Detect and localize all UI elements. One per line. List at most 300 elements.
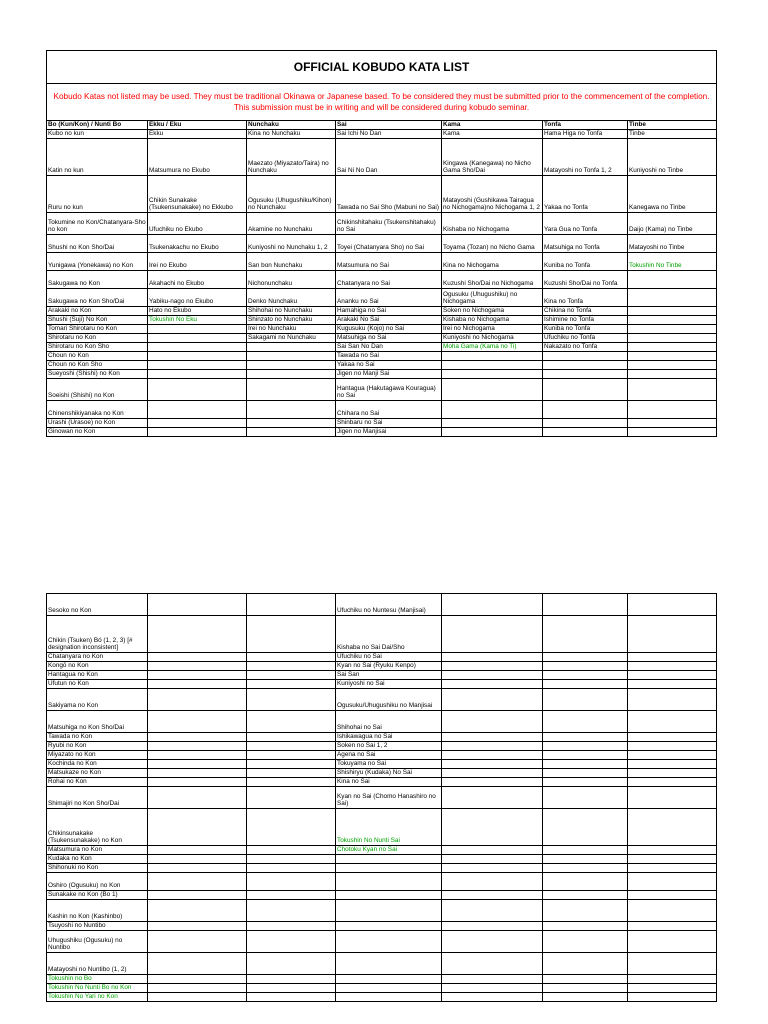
cell-sai: Shishiryu (Kudaka) No Sai — [336, 769, 442, 778]
cell-bo: Matsukaze no Kon — [47, 769, 148, 778]
cell-ekku — [148, 769, 247, 778]
cell-bo: Kubo no kun — [47, 130, 148, 139]
table-row — [47, 428, 717, 437]
cell-bo: Sakugawa no Kon Sho/Dai — [47, 289, 148, 307]
cell-kama — [442, 846, 543, 855]
cell-ekku: Yabiku-nago no Ekubo — [148, 289, 247, 307]
cell-tinbe: Tokushin No Tinbe — [628, 253, 717, 271]
table-row — [47, 289, 717, 307]
cell-tinbe — [628, 922, 717, 931]
cell-sai — [336, 984, 442, 993]
cell-kama: Ogusuku (Uhugushiku) no Nichogama — [442, 289, 543, 307]
cell-kama — [442, 671, 543, 680]
cell-sai: Kyan no Sai (Ryuku Kenpo) — [336, 662, 442, 671]
cell-sai: Ufuchiku no Sai — [336, 653, 442, 662]
cell-tinbe — [628, 809, 717, 846]
cell-ekku — [148, 361, 247, 370]
cell-ekku — [148, 711, 247, 733]
cell-bo: Matsuhiga no Kon Sho/Dai — [47, 711, 148, 733]
cell-nunchaku — [247, 379, 336, 401]
cell-kama — [442, 873, 543, 891]
cell-ekku — [148, 778, 247, 787]
header-kama: Kama — [442, 121, 543, 130]
cell-bo: Shimajiri no Kon Sho/Dai — [47, 787, 148, 809]
cell-tinbe — [628, 900, 717, 922]
cell-ekku — [148, 922, 247, 931]
cell-ekku — [148, 594, 247, 616]
cell-bo: Rohai no Kon — [47, 778, 148, 787]
cell-sai: Tokushin No Nunti Sai — [336, 809, 442, 846]
cell-tonfa — [543, 733, 628, 742]
cell-bo: Shihonuki no Kon — [47, 864, 148, 873]
cell-sai — [336, 975, 442, 984]
table-row — [47, 235, 717, 253]
cell-sai — [336, 993, 442, 1002]
cell-ekku — [148, 787, 247, 809]
cell-nunchaku — [247, 751, 336, 760]
table-row — [47, 742, 717, 751]
cell-sai — [336, 873, 442, 891]
cell-tinbe — [628, 873, 717, 891]
cell-tonfa: Nakazato no Tonfa — [543, 343, 628, 352]
cell-tinbe — [628, 316, 717, 325]
table-row — [47, 855, 717, 864]
table-row — [47, 984, 717, 993]
cell-bo: Yunigawa (Yonekawa) no Kon — [47, 253, 148, 271]
cell-sai: Sai San No Dan — [336, 343, 442, 352]
cell-kama — [442, 352, 543, 361]
cell-kama — [442, 594, 543, 616]
cell-tinbe: Matayoshi no Tinbe — [628, 235, 717, 253]
cell-ekku: Tsukenakachu no Ekubo — [148, 235, 247, 253]
cell-sai: Jigen no Manjisai — [336, 428, 442, 437]
cell-ekku — [148, 891, 247, 900]
cell-nunchaku — [247, 594, 336, 616]
cell-tinbe — [628, 769, 717, 778]
table-row — [47, 993, 717, 1002]
cell-tinbe — [628, 343, 717, 352]
cell-tinbe — [628, 616, 717, 653]
cell-kama: Kuzushi Sho/Dai no Nichogama — [442, 271, 543, 289]
cell-nunchaku — [247, 953, 336, 975]
cell-ekku — [148, 993, 247, 1002]
cell-sai: Agena no Sai — [336, 751, 442, 760]
cell-sai: Shihohai no Sai — [336, 711, 442, 733]
cell-sai: Chatanyara no Sai — [336, 271, 442, 289]
table-row — [47, 139, 717, 176]
cell-ekku — [148, 760, 247, 769]
cell-tinbe — [628, 751, 717, 760]
cell-ekku — [148, 334, 247, 343]
cell-tinbe — [628, 760, 717, 769]
cell-sai: Toyei (Chatanyara Sho) no Sai — [336, 235, 442, 253]
cell-tinbe — [628, 711, 717, 733]
kata-table-continued — [46, 593, 717, 1002]
cell-sai: Sai Ni No Dan — [336, 139, 442, 176]
cell-bo: Miyazato no Kon — [47, 751, 148, 760]
cell-bo: Kongō no Kon — [47, 662, 148, 671]
cell-tinbe — [628, 419, 717, 428]
cell-ekku — [148, 343, 247, 352]
table-row — [47, 864, 717, 873]
cell-bo: Ufutun no Kon — [47, 680, 148, 689]
table-row — [47, 130, 717, 139]
cell-bo: Hantagua no Kon — [47, 671, 148, 680]
cell-nunchaku — [247, 689, 336, 711]
cell-kama: Kishaba no Nichogama — [442, 213, 543, 235]
cell-tinbe — [628, 689, 717, 711]
cell-bo: Chatanyara no Kon — [47, 653, 148, 662]
table-row — [47, 401, 717, 419]
cell-nunchaku — [247, 787, 336, 809]
cell-tonfa: Kina no Tonfa — [543, 289, 628, 307]
cell-sai: Chihara no Sai — [336, 401, 442, 419]
cell-bo: Sueyoshi (Shishi) no Kon — [47, 370, 148, 379]
table-row — [47, 419, 717, 428]
header-row — [47, 121, 717, 130]
cell-bo: Ginowan no Kon — [47, 428, 148, 437]
cell-tinbe — [628, 662, 717, 671]
cell-sai: Chikinshitahaku (Tsukenshitahaku) no Sai — [336, 213, 442, 235]
cell-nunchaku — [247, 864, 336, 873]
cell-sai — [336, 900, 442, 922]
cell-kama — [442, 855, 543, 864]
cell-sai: Tawada no Sai — [336, 352, 442, 361]
table-row — [47, 271, 717, 289]
cell-tonfa — [543, 401, 628, 419]
cell-sai: Ogusuku/Uhugushiku no Manjisai — [336, 689, 442, 711]
table-row — [47, 176, 717, 213]
cell-nunchaku — [247, 733, 336, 742]
header-tinbe: Tinbe — [628, 121, 717, 130]
cell-tonfa: Kuzushi Sho/Dai no Tonfa — [543, 271, 628, 289]
cell-nunchaku — [247, 809, 336, 846]
table-row — [47, 594, 717, 616]
cell-sai — [336, 864, 442, 873]
cell-ekku — [148, 846, 247, 855]
cell-sai: Ishikawagua no Sai — [336, 733, 442, 742]
cell-tonfa — [543, 689, 628, 711]
cell-bo: Tokushin No Nunti Bo no Kon — [47, 984, 148, 993]
cell-tinbe — [628, 787, 717, 809]
cell-tonfa — [543, 778, 628, 787]
cell-nunchaku — [247, 711, 336, 733]
cell-ekku — [148, 931, 247, 953]
cell-ekku — [148, 370, 247, 379]
cell-nunchaku — [247, 760, 336, 769]
cell-ekku — [148, 953, 247, 975]
cell-kama — [442, 778, 543, 787]
cell-tonfa: Matayoshi no Tonfa 1, 2 — [543, 139, 628, 176]
cell-kama — [442, 428, 543, 437]
cell-ekku — [148, 419, 247, 428]
cell-kama — [442, 680, 543, 689]
cell-tinbe — [628, 778, 717, 787]
cell-tinbe — [628, 742, 717, 751]
table-row — [47, 873, 717, 891]
cell-kama: Soken no Nichogama — [442, 307, 543, 316]
cell-nunchaku — [247, 873, 336, 891]
cell-kama: Irei no Nichogama — [442, 325, 543, 334]
cell-nunchaku: Kina no Nunchaku — [247, 130, 336, 139]
cell-ekku — [148, 742, 247, 751]
cell-nunchaku — [247, 769, 336, 778]
cell-ekku: Chikin Sunakake (Tsukensunakake) no Ekkubo — [148, 176, 247, 213]
cell-kama — [442, 361, 543, 370]
cell-sai: Jigen no Manji Sai — [336, 370, 442, 379]
table-row — [47, 711, 717, 733]
cell-tinbe — [628, 993, 717, 1002]
page-title: OFFICIAL KOBUDO KATA LIST — [47, 51, 717, 84]
cell-bo: Soeishi (Shishi) no Kon — [47, 379, 148, 401]
cell-kama — [442, 993, 543, 1002]
cell-sai — [336, 922, 442, 931]
cell-kama: Kingawa (Kanegawa) no Nicho Gama Sho/Dai — [442, 139, 543, 176]
cell-kama — [442, 662, 543, 671]
cell-kama — [442, 653, 543, 662]
cell-kama: Kishaba no Nichogama — [442, 316, 543, 325]
cell-nunchaku: Maezato (Miyazato/Taira) no Nunchaku — [247, 139, 336, 176]
cell-bo: Uhugushiku (Ogusuku) no Nuntibo — [47, 931, 148, 953]
cell-nunchaku — [247, 742, 336, 751]
table-row — [47, 352, 717, 361]
cell-nunchaku — [247, 993, 336, 1002]
cell-tonfa — [543, 787, 628, 809]
cell-ekku — [148, 984, 247, 993]
cell-tonfa: Yara Gua no Tonfa — [543, 213, 628, 235]
cell-kama — [442, 733, 543, 742]
cell-tonfa — [543, 751, 628, 760]
cell-ekku — [148, 873, 247, 891]
cell-nunchaku: San bon Nunchaku — [247, 253, 336, 271]
cell-bo: Sakugawa no Kon — [47, 271, 148, 289]
cell-tinbe — [628, 307, 717, 316]
cell-nunchaku — [247, 975, 336, 984]
cell-ekku: Ufuchiku no Ekubo — [148, 213, 247, 235]
cell-sai: Tawada no Sai Sho (Mabuni no Sai) — [336, 176, 442, 213]
cell-tonfa: Matsuhiga no Tonfa — [543, 235, 628, 253]
cell-bo: Shushi no Kon Sho/Dai — [47, 235, 148, 253]
cell-sai: Matsumura no Sai — [336, 253, 442, 271]
cell-kama — [442, 711, 543, 733]
cell-ekku — [148, 352, 247, 361]
cell-nunchaku: Sakagami no Nunchaku — [247, 334, 336, 343]
cell-bo: Sakiyama no Kon — [47, 689, 148, 711]
cell-nunchaku — [247, 900, 336, 922]
cell-sai: Yakaa no Sai — [336, 361, 442, 370]
cell-sai — [336, 891, 442, 900]
cell-tinbe: Kuniyoshi no Tinbe — [628, 139, 717, 176]
cell-nunchaku: Kuniyoshi no Nunchaku 1, 2 — [247, 235, 336, 253]
cell-tonfa — [543, 846, 628, 855]
table-row — [47, 922, 717, 931]
table-row — [47, 778, 717, 787]
cell-kama: Toyama (Tozan) no Nicho Gama — [442, 235, 543, 253]
cell-tinbe — [628, 975, 717, 984]
cell-ekku — [148, 379, 247, 401]
cell-tonfa: Chikina no Tonfa — [543, 307, 628, 316]
cell-tinbe: Daijo (Kama) no Tinbe — [628, 213, 717, 235]
cell-tonfa — [543, 379, 628, 401]
cell-ekku: Irei no Ekubo — [148, 253, 247, 271]
cell-tinbe — [628, 733, 717, 742]
cell-bo: Shirotaru no Kon Sho — [47, 343, 148, 352]
cell-kama — [442, 922, 543, 931]
cell-kama — [442, 379, 543, 401]
cell-kama — [442, 900, 543, 922]
cell-nunchaku — [247, 931, 336, 953]
cell-sai: Ananku no Sai — [336, 289, 442, 307]
cell-nunchaku — [247, 671, 336, 680]
cell-tonfa — [543, 891, 628, 900]
cell-tinbe — [628, 289, 717, 307]
cell-tonfa: Hama Higa no Tonfa — [543, 130, 628, 139]
cell-tonfa — [543, 662, 628, 671]
cell-ekku — [148, 616, 247, 653]
cell-tinbe — [628, 334, 717, 343]
cell-nunchaku — [247, 361, 336, 370]
cell-bo: Chinenshikiyanaka no Kon — [47, 401, 148, 419]
cell-ekku — [148, 751, 247, 760]
table-row — [47, 760, 717, 769]
cell-tonfa — [543, 616, 628, 653]
cell-ekku — [148, 689, 247, 711]
cell-nunchaku — [247, 419, 336, 428]
cell-tonfa — [543, 873, 628, 891]
table-row — [47, 316, 717, 325]
cell-bo: Choun no Kon — [47, 352, 148, 361]
cell-kama — [442, 769, 543, 778]
table-row — [47, 616, 717, 653]
cell-bo: Kashin no Kon (Kashinbo) — [47, 900, 148, 922]
cell-tinbe: Kanegawa no Tinbe — [628, 176, 717, 213]
cell-ekku — [148, 900, 247, 922]
cell-ekku — [148, 325, 247, 334]
cell-ekku: Ekku — [148, 130, 247, 139]
table-row — [47, 379, 717, 401]
cell-kama — [442, 370, 543, 379]
cell-tonfa — [543, 671, 628, 680]
cell-nunchaku — [247, 855, 336, 864]
table-row — [47, 343, 717, 352]
kata-table-top — [46, 50, 717, 437]
cell-tinbe — [628, 984, 717, 993]
cell-ekku: Tokushin No Eku — [148, 316, 247, 325]
cell-bo: Matayoshi no Nuntibo (1, 2) — [47, 953, 148, 975]
cell-tinbe — [628, 271, 717, 289]
cell-tinbe — [628, 846, 717, 855]
cell-sai: Chotoku Kyan no Sai — [336, 846, 442, 855]
cell-bo: Tawada no Kon — [47, 733, 148, 742]
table-row — [47, 361, 717, 370]
cell-tinbe — [628, 864, 717, 873]
cell-ekku — [148, 662, 247, 671]
cell-bo: Tomari Shirotaru no Kon — [47, 325, 148, 334]
cell-tonfa — [543, 931, 628, 953]
table-row — [47, 953, 717, 975]
cell-bo: Tokushin no Bo — [47, 975, 148, 984]
cell-tonfa — [543, 711, 628, 733]
cell-kama — [442, 975, 543, 984]
cell-bo: Urashi (Urasoe) no Kon — [47, 419, 148, 428]
cell-bo: Katin no kun — [47, 139, 148, 176]
cell-nunchaku — [247, 653, 336, 662]
cell-nunchaku: Akamine no Nunchaku — [247, 213, 336, 235]
cell-sai: Kuniyoshi no Sai — [336, 680, 442, 689]
cell-sai: Kishaba no Sai Dai/Sho — [336, 616, 442, 653]
cell-sai: Kugusuku (Kojo) no Sai — [336, 325, 442, 334]
cell-tinbe — [628, 379, 717, 401]
cell-tonfa: Yakaa no Tonfa — [543, 176, 628, 213]
cell-bo: Choun no Kon Sho — [47, 361, 148, 370]
cell-nunchaku: Denko Nunchaku — [247, 289, 336, 307]
cell-nunchaku — [247, 662, 336, 671]
cell-tonfa — [543, 680, 628, 689]
table-row — [47, 253, 717, 271]
cell-kama: Matayoshi (Gushikawa Tairagua no Nichogama)no Nichogama 1, 2 — [442, 176, 543, 213]
cell-tonfa — [543, 900, 628, 922]
cell-tonfa — [543, 864, 628, 873]
cell-ekku — [148, 428, 247, 437]
cell-ekku — [148, 653, 247, 662]
cell-sai: Sai San — [336, 671, 442, 680]
cell-nunchaku — [247, 616, 336, 653]
cell-tonfa — [543, 428, 628, 437]
cell-sai: Matsuhiga no Sai — [336, 334, 442, 343]
cell-kama — [442, 751, 543, 760]
cell-kama — [442, 984, 543, 993]
table-row — [47, 662, 717, 671]
table-row — [47, 671, 717, 680]
table-row — [47, 931, 717, 953]
table-row — [47, 900, 717, 922]
header-tonfa: Tonfa — [543, 121, 628, 130]
cell-tonfa — [543, 975, 628, 984]
cell-ekku — [148, 975, 247, 984]
cell-ekku — [148, 855, 247, 864]
cell-tonfa — [543, 922, 628, 931]
table-row — [47, 213, 717, 235]
cell-bo: Tsuyoshi no Nuntibo — [47, 922, 148, 931]
cell-tonfa: Ufuchiku no Tonfa — [543, 334, 628, 343]
cell-sai: Kyan no Sai (Chomo Hanashiro no Sai) — [336, 787, 442, 809]
cell-bo: Kudaka no Kon — [47, 855, 148, 864]
header-nunchaku: Nunchaku — [247, 121, 336, 130]
table-row — [47, 307, 717, 316]
cell-nunchaku — [247, 343, 336, 352]
cell-nunchaku: Shinzato no Nunchaku — [247, 316, 336, 325]
cell-tonfa — [543, 419, 628, 428]
cell-tonfa — [543, 993, 628, 1002]
cell-kama — [442, 787, 543, 809]
table-row — [47, 733, 717, 742]
table-row — [47, 334, 717, 343]
cell-bo: Sesoko no Kon — [47, 594, 148, 616]
cell-nunchaku — [247, 680, 336, 689]
cell-nunchaku: Shihohai no Nunchaku — [247, 307, 336, 316]
cell-tonfa — [543, 809, 628, 846]
cell-ekku: Matsumura no Ekubo — [148, 139, 247, 176]
cell-bo: Ryubi no Kon — [47, 742, 148, 751]
cell-kama — [442, 864, 543, 873]
cell-kama: Kuniyoshi no Nichogama — [442, 334, 543, 343]
cell-tinbe — [628, 370, 717, 379]
cell-bo: Chikin (Tsuken) Bó (1, 2, 3) [# designation inconsistent] — [47, 616, 148, 653]
cell-ekku — [148, 809, 247, 846]
cell-tinbe — [628, 680, 717, 689]
cell-tonfa — [543, 594, 628, 616]
cell-kama — [442, 809, 543, 846]
